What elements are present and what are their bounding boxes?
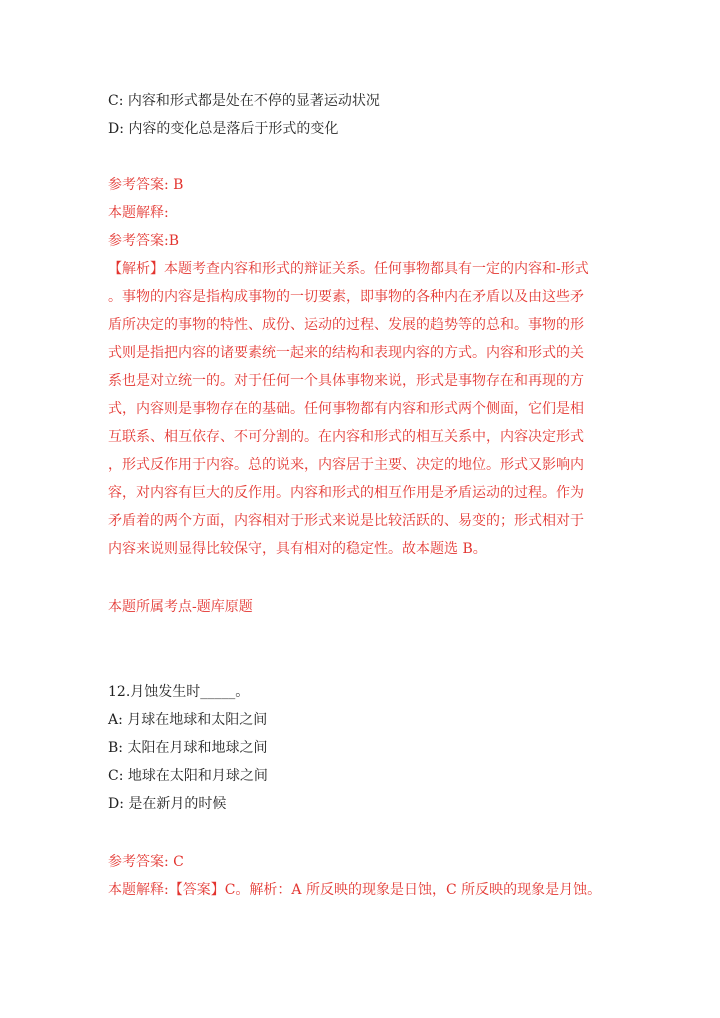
q12-option-a: A: 月球在地球和太阳之间: [108, 712, 268, 728]
analysis-line: 式则是指把内容的诸要素统一起来的结构和表现内容的方式。内容和形式的关: [108, 345, 584, 361]
analysis-line: 系也是对立统一的。对于任何一个具体事物来说，形式是事物存在和再现的方: [108, 373, 584, 389]
q12-question: 12.月蚀发生时_____。: [108, 684, 250, 700]
q12-option-d: D: 是在新月的时候: [108, 796, 227, 812]
q11-explanation-label: 本题解释:: [108, 205, 169, 221]
q12-option-b: B: 太阳在月球和地球之间: [108, 740, 268, 756]
analysis-line: 。事物的内容是指构成事物的一切要素，即事物的各种内在矛盾以及由这些矛: [108, 289, 584, 305]
analysis-line: 矛盾着的两个方面，内容相对于形式来说是比较活跃的、易变的；形式相对于: [108, 513, 584, 529]
q11-category: 本题所属考点-题库原题: [108, 599, 253, 615]
analysis-line: 容，对内容有巨大的反作用。内容和形式的相互作用是矛盾运动的过程。作为: [108, 485, 584, 501]
q11-answer-repeat: 参考答案:B: [108, 233, 180, 249]
q11-option-c: C: 内容和形式都是处在不停的显著运动状况: [108, 93, 380, 109]
analysis-line: ，形式反作用于内容。总的说来，内容居于主要、决定的地位。形式又影响内: [108, 457, 584, 473]
analysis-line: 盾所决定的事物的特性、成份、运动的过程、发展的趋势等的总和。事物的形: [108, 317, 584, 333]
analysis-line: 式，内容则是事物存在的基础。任何事物都有内容和形式两个侧面，它们是相: [108, 401, 584, 417]
analysis-line: 【解析】本题考查内容和形式的辩证关系。任何事物都具有一定的内容和-形式: [108, 261, 589, 277]
q11-option-d: D: 内容的变化总是落后于形式的变化: [108, 121, 339, 137]
q11-answer: 参考答案: B: [108, 177, 184, 193]
analysis-line: 互联系、相互依存、不可分割的。在内容和形式的相互关系中，内容决定形式: [108, 429, 584, 445]
q12-answer: 参考答案: C: [108, 854, 184, 870]
analysis-line: 内容来说则显得比较保守，具有相对的稳定性。故本题选 B。: [108, 541, 487, 557]
q12-explanation: 本题解释:【答案】C。解析：A 所反映的现象是日蚀，C 所反映的现象是月蚀。: [108, 882, 602, 898]
q12-option-c: C: 地球在太阳和月球之间: [108, 768, 268, 784]
